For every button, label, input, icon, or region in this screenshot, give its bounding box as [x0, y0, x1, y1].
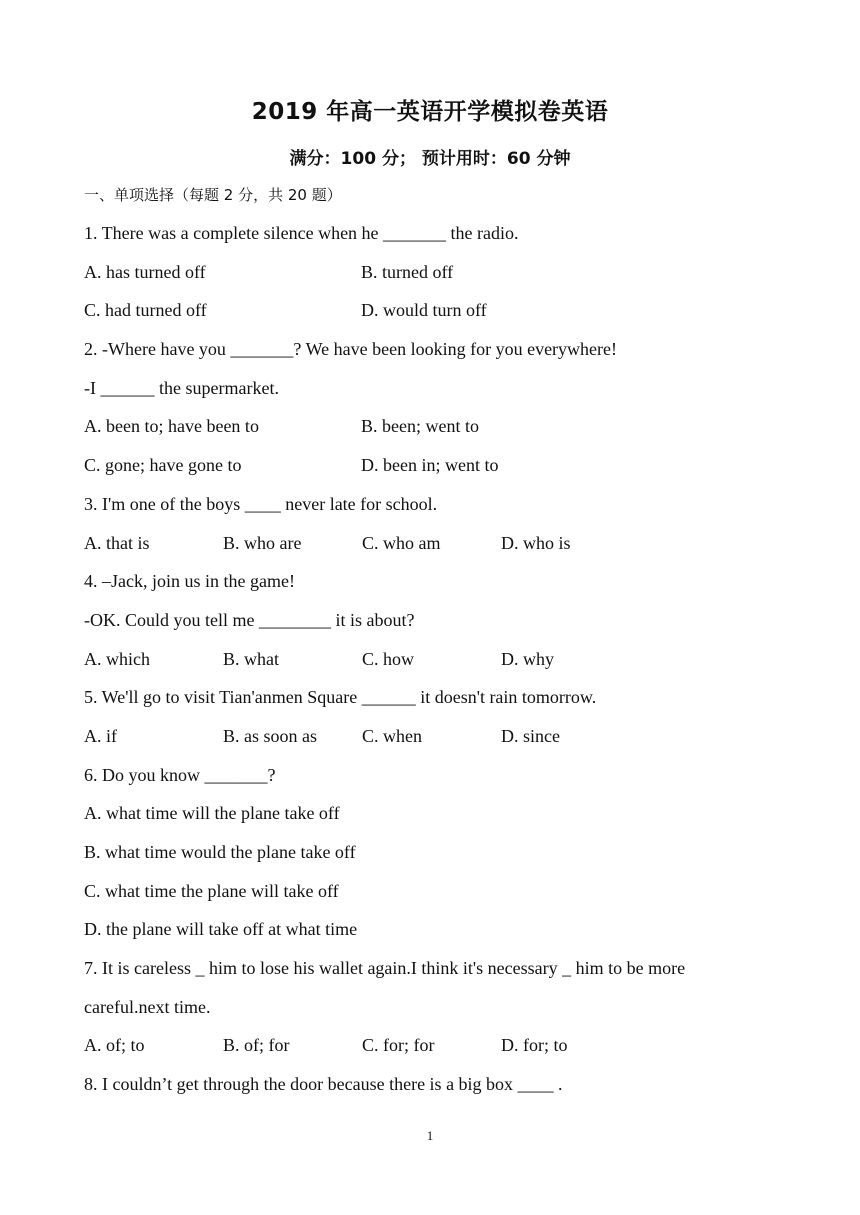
question-5-stem: 5. We'll go to visit Tian'anmen Square ______ it doesn't rain tomorrow.: [84, 687, 597, 708]
option-a: A. what time will the plane take off: [84, 803, 340, 824]
option-d: D. since: [501, 725, 560, 746]
option-d: D. been in; went to: [361, 455, 499, 476]
question-8-stem: 8. I couldn’t get through the door because there is a big box ____ .: [84, 1074, 563, 1095]
question-4-stem: 4. –Jack, join us in the game!: [84, 571, 295, 592]
question-1-options-row-2: [84, 291, 764, 330]
question-1-options-row-1: [84, 253, 764, 292]
option-b: B. of; for: [223, 1035, 290, 1056]
option-c: C. when: [362, 725, 422, 746]
question-4-stem-continued: -OK. Could you tell me ________ it is about?: [84, 609, 415, 630]
question-3-stem: 3. I'm one of the boys ____ never late for school.: [84, 493, 438, 514]
option-b: B. been; went to: [361, 416, 479, 437]
option-c: C. gone; have gone to: [84, 455, 242, 476]
question-2-stem-continued: -I ______ the supermarket.: [84, 377, 279, 398]
option-b: B. as soon as: [223, 725, 317, 746]
option-d: D. the plane will take off at what time: [84, 919, 358, 940]
page-title: 2019 年高一英语开学模拟卷英语: [251, 99, 609, 125]
question-1-stem: 1. There was a complete silence when he _______ the radio.: [84, 223, 519, 243]
question-2-options-row-2: [84, 446, 764, 485]
question-4-options: [84, 640, 764, 679]
option-c: C. for; for: [362, 1035, 435, 1056]
option-b: B. turned off: [361, 261, 454, 282]
section-heading: 一、单项选择（每题 2 分，共 20 题）: [84, 186, 342, 204]
question-2-options-row-1: [84, 407, 764, 446]
page-number: 1: [426, 1128, 434, 1143]
question-7-stem: 7. It is careless _ him to lose his wallet again.I think it's necessary _ him to be more: [84, 958, 686, 979]
question-3-options: [84, 524, 764, 563]
option-a: A. been to; have been to: [84, 416, 259, 437]
exam-info: 满分：100 分； 预计用时：60 分钟: [289, 149, 571, 169]
question-6-stem: 6. Do you know _______?: [84, 764, 276, 785]
option-b: B. what time would the plane take off: [84, 842, 356, 862]
option-d: D. why: [501, 648, 554, 669]
option-c: C. what time the plane will take off: [84, 880, 339, 901]
option-c: C. had turned off: [84, 300, 207, 321]
option-a: A. has turned off: [84, 261, 206, 282]
option-c: C. how: [362, 648, 415, 669]
question-list: [84, 214, 764, 1104]
option-d: D. would turn off: [361, 300, 487, 321]
option-a: A. that is: [84, 532, 150, 553]
option-c: C. who am: [362, 532, 441, 553]
option-a: A. which: [84, 648, 150, 669]
option-a: A. of; to: [84, 1035, 145, 1056]
option-a: A. if: [84, 725, 117, 746]
option-d: D. for; to: [501, 1035, 568, 1056]
question-2-stem: 2. -Where have you _______? We have been looking for you everywhere!: [84, 339, 618, 360]
question-7-stem-continued: careful.next time.: [84, 996, 211, 1017]
question-5-options: [84, 717, 764, 756]
option-d: D. who is: [501, 532, 571, 553]
option-b: B. who are: [223, 532, 302, 553]
option-b: B. what: [223, 648, 279, 669]
question-7-options: [84, 1026, 764, 1065]
